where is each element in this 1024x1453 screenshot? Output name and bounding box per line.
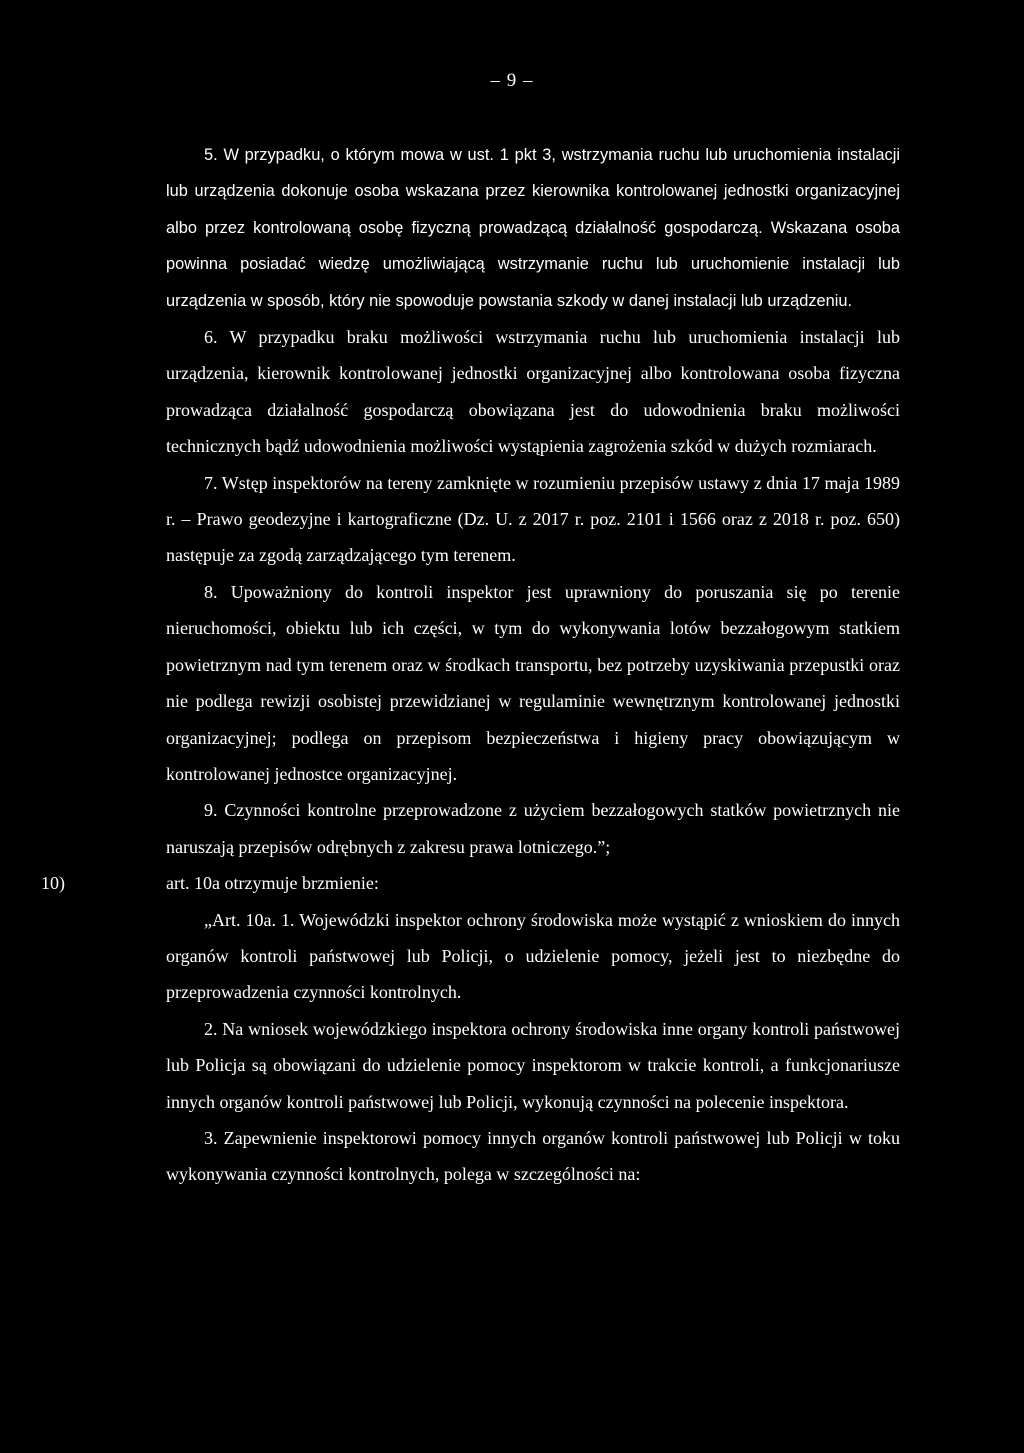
list-item-10 <box>41 865 900 901</box>
article-10a-paragraph-3: 3. Zapewnienie inspektorowi pomocy innych organów kontroli państwowej lub Policji w toku wykonywania czynności kontrolnych, polega w szczególności na: <box>166 1127 900 1185</box>
document-body <box>41 137 900 1193</box>
list-item-number: 10) <box>41 873 65 894</box>
paragraph-8: 8. Upoważniony do kontroli inspektor jest uprawniony do poruszania się po terenie nieruchomości, obiektu lub ich części, w tym do wykonywania lotów bezzałogowym statkiem powietrznym nad tym terenem oraz w środkach transportu, bez potrzeby uzyskiwania przepustki oraz nie podlega rewizji osobistej przewidzianej w regulaminie wewnętrznym kontrolowanej jednostki organizacyjnej; podlega on przepisom bezpieczeństwa i higieny pracy obowiązującym w kontrolowanej jednostce organizacyjnej. <box>166 581 900 784</box>
paragraph-7: 7. Wstęp inspektorów na tereny zamknięte w rozumieniu przepisów ustawy z dnia 17 maja 1989 r. – Prawo geodezyjne i kartograficzne (Dz. U. z 2017 r. poz. 2101 i 1566 oraz z 2018 r. poz. 650) następuje za zgodą zarządzającego tym terenem. <box>166 472 900 566</box>
paragraph-9: 9. Czynności kontrolne przeprowadzone z użyciem bezzałogowych statków powietrznych nie naruszają przepisów odrębnych z zakresu prawa lotniczego.”; <box>166 800 900 857</box>
paragraph-5: 5. W przypadku, o którym mowa w ust. 1 pkt 3, wstrzymania ruchu lub uruchomienia instalacji lub urządzenia dokonuje osoba wskazana przez kierownika kontrolowanej jednostki organizacyjnej albo przez kontrolowaną osobę fizyczną prowadzącą działalność gospodarczą. Wskazana osoba powinna posiadać wiedzę umożliwiającą wstrzymanie ruchu lub uruchomienie instalacji lub urządzenia w sposób, który nie spowoduje powstania szkody w danej instalacji lub urządzeniu. <box>166 146 900 310</box>
article-10a-paragraph-2: 2. Na wniosek wojewódzkiego inspektora ochrony środowiska inne organy kontroli państwowej lub Policja są obowiązani do udzielenie pomocy inspektorom w trakcie kontroli, a funkcjonariusze innych organów kontroli państwowej lub Policji, wykonują czynności na polecenie inspektora. <box>166 1018 900 1112</box>
list-item-text: art. 10a otrzymuje brzmienie: <box>166 873 379 894</box>
page-number: – 9 – <box>490 70 534 91</box>
article-10a-paragraph-1: „Art. 10a. 1. Wojewódzki inspektor ochrony środowiska może wystąpić z wnioskiem do innych organów kontroli państwowej lub Policji, o udzielenie pomocy, jeżeli jest to niezbędne do przeprowadzenia czynności kontrolnych. <box>166 909 900 1003</box>
paragraph-6: 6. W przypadku braku możliwości wstrzymania ruchu lub uruchomienia instalacji lub urządzenia, kierownik kontrolowanej jednostki organizacyjnej albo kontrolowana osoba fizyczna prowadząca działalność gospodarczą obowiązana jest do udowodnienia braku możliwości technicznych bądź udowodnienia możliwości wystąpienia zagrożenia szkód w dużych rozmiarach. <box>166 327 900 457</box>
